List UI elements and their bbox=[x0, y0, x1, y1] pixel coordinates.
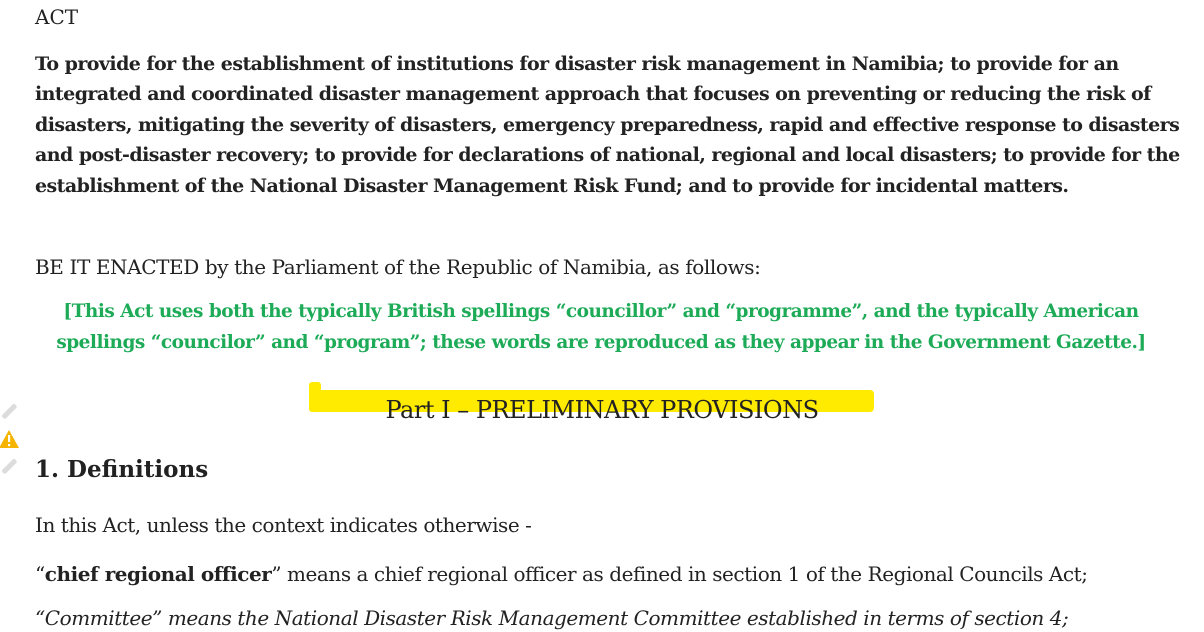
warning-icon[interactable] bbox=[0, 430, 19, 448]
definition-open-quote: “ bbox=[35, 562, 45, 586]
definitions-intro: In this Act, unless the context indicates otherwise - bbox=[35, 513, 532, 537]
annotation-gutter-icons bbox=[0, 400, 20, 480]
long-title: To provide for the establishment of institutions for disaster risk management in Namibia; to provide for an integrated and coordinated disaster management approach that focuses on preventing or reducing the risk of disasters, mitigating the severity of disasters, emergency preparedness, rapid and effective response to disasters and post-disaster recovery; to provide for declarations of national, regional and local disasters; to provide for the establishment of the National Disaster Management Risk Fund; and to provide for incidental matters. bbox=[35, 53, 1180, 197]
definition-meaning: means a chief regional officer as defined in section 1 of the Regional Councils Act; bbox=[281, 562, 1088, 586]
part-heading-block bbox=[35, 390, 1169, 430]
act-label: ACT bbox=[35, 5, 79, 29]
part-heading: Part I – PRELIMINARY PROVISIONS bbox=[385, 396, 819, 424]
pencil-icon[interactable] bbox=[1, 403, 17, 419]
section-heading: 1. Definitions bbox=[35, 456, 209, 483]
enacting-clause: BE IT ENACTED by the Parliament of the Republic of Namibia, as follows: bbox=[35, 255, 761, 279]
annotation-gutter bbox=[0, 400, 20, 480]
definition-chief-regional-officer bbox=[35, 560, 1088, 588]
pencil-icon[interactable] bbox=[1, 458, 17, 474]
definition-committee: “Committee” means the National Disaster Risk Management Committee established in terms of section 4; bbox=[35, 606, 1069, 630]
definition-close-quote: ” bbox=[271, 562, 282, 586]
editor-note: [This Act uses both the typically British spellings “councillor” and “programme”, and the typically American spellings “councilor” and “program”; these words are reproduced as they appear in the Government Gazette.] bbox=[56, 301, 1146, 353]
definition-term: chief regional officer bbox=[44, 562, 272, 586]
